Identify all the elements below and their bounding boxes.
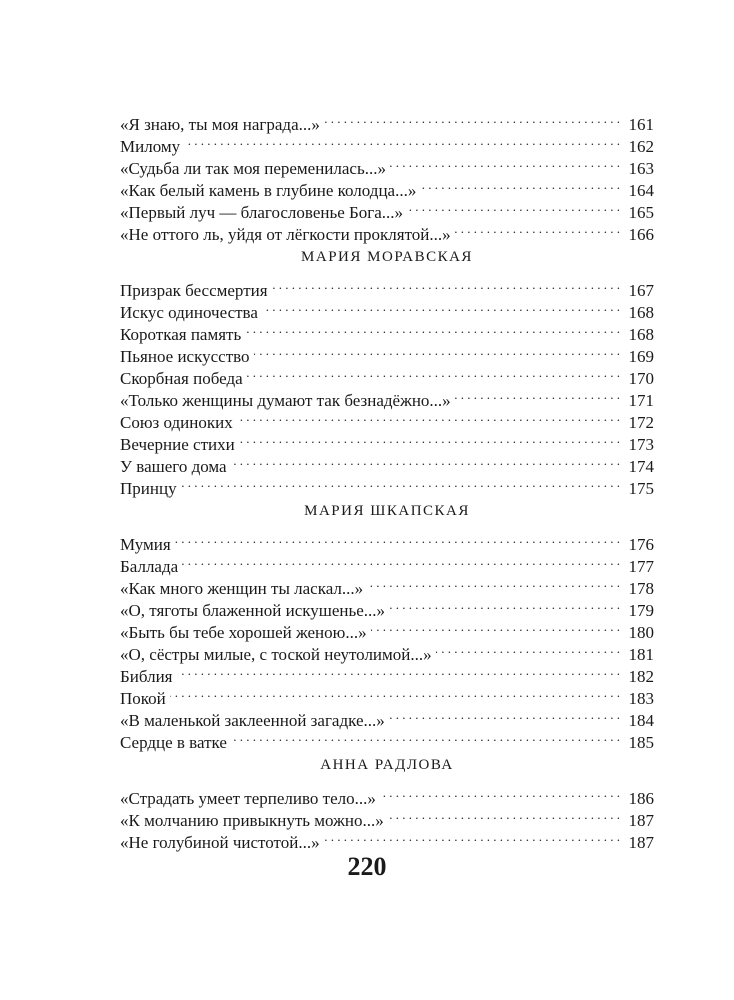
toc-entry — [120, 152, 654, 178]
entry-page-number: 172 — [628, 413, 654, 432]
leader-dots — [436, 638, 620, 660]
leader-dots — [390, 152, 620, 174]
entry-page-number: 174 — [628, 457, 654, 476]
toc-entry — [120, 782, 654, 808]
entry-title: Вечерние стихи — [120, 435, 235, 454]
leader-dots — [389, 704, 620, 726]
entry-title: «Как белый камень в глубине колодца...» — [120, 181, 417, 200]
entry-title: «О, тяготы блаженной искушенье...» — [120, 601, 386, 620]
leader-dots — [389, 594, 620, 616]
entry-page-number: 182 — [628, 667, 654, 686]
leader-dots — [455, 218, 620, 240]
leader-dots — [231, 450, 620, 472]
toc-section — [120, 494, 654, 752]
entry-page-number: 180 — [628, 623, 654, 642]
entry-title: У вашего дома — [120, 457, 227, 476]
entry-title: «Первый луч — благословенье Бога...» — [120, 203, 404, 222]
entry-page-number: 164 — [628, 181, 654, 200]
entry-title: Принцу — [120, 479, 177, 498]
toc-entry — [120, 108, 654, 134]
entry-title: Сердце в ватке — [120, 733, 227, 752]
entry-page-number: 167 — [628, 281, 654, 300]
author-name: МАРИЯ ШКАПСКАЯ — [304, 503, 470, 519]
toc-entry — [120, 130, 654, 156]
leader-dots — [380, 782, 620, 804]
leader-dots — [231, 726, 620, 748]
page-number: 220 — [347, 852, 387, 881]
author-heading — [120, 494, 654, 528]
leader-dots — [181, 472, 620, 494]
entry-title: Библия — [120, 667, 173, 686]
entry-title: Призрак бессмертия — [120, 281, 268, 300]
entry-page-number: 176 — [628, 535, 654, 554]
entry-page-number: 169 — [628, 347, 654, 366]
toc-entry — [120, 274, 654, 300]
leader-dots — [407, 196, 620, 218]
entry-page-number: 187 — [628, 833, 654, 852]
entry-page-number: 179 — [628, 601, 654, 620]
entry-page-number: 178 — [628, 579, 654, 598]
entry-page-number: 166 — [628, 225, 654, 244]
leader-dots — [184, 130, 620, 152]
entry-page-number: 185 — [628, 733, 654, 752]
leader-dots — [182, 550, 620, 572]
entry-page-number: 183 — [628, 689, 654, 708]
entry-title: «О, сёстры милые, с тоской неутолимой...» — [120, 645, 432, 664]
entry-title: «Не голубиной чистотой...» — [120, 833, 320, 852]
entry-title: Покой — [120, 689, 166, 708]
entry-page-number: 187 — [628, 811, 654, 830]
entry-title: «Только женщины думают так безнадёжно...» — [120, 391, 451, 410]
leader-dots — [272, 274, 620, 296]
entry-page-number: 162 — [628, 137, 654, 156]
entry-title: Скорбная победа — [120, 369, 243, 388]
leader-dots — [177, 660, 621, 682]
entry-title: «К молчанию привыкнуть можно...» — [120, 811, 384, 830]
author-name: АННА РАДЛОВА — [320, 757, 454, 773]
leader-dots — [388, 804, 620, 826]
entry-page-number: 184 — [628, 711, 654, 730]
toc-section — [120, 240, 654, 498]
toc-entry — [120, 528, 654, 554]
entry-title: Короткая память — [120, 325, 242, 344]
leader-dots — [254, 340, 620, 362]
entry-page-number: 163 — [628, 159, 654, 178]
entry-page-number: 168 — [628, 303, 654, 322]
entry-title: Пьяное искусство — [120, 347, 250, 366]
toc-entry — [120, 704, 654, 730]
entry-page-number: 161 — [628, 115, 654, 134]
toc-entry — [120, 472, 654, 498]
entry-page-number: 170 — [628, 369, 654, 388]
leader-dots — [175, 528, 620, 550]
entry-title: Баллада — [120, 557, 179, 576]
leader-dots — [239, 428, 620, 450]
toc-entry — [120, 660, 654, 686]
entry-title: «В маленькой заклеенной загадке...» — [120, 711, 385, 730]
entry-title: «Страдать умеет терпеливо тело...» — [120, 789, 376, 808]
toc-entry — [120, 572, 654, 598]
entry-page-number: 177 — [628, 557, 654, 576]
entry-page-number: 186 — [628, 789, 654, 808]
toc-section — [120, 748, 654, 852]
leader-dots — [367, 572, 620, 594]
entry-title: Искус одиночества — [120, 303, 258, 322]
entry-page-number: 165 — [628, 203, 654, 222]
entry-title: Милому — [120, 137, 181, 156]
leader-dots — [420, 174, 620, 196]
toc-section — [120, 108, 654, 244]
entry-title: «Я знаю, ты моя награда...» — [120, 115, 320, 134]
entry-page-number: 168 — [628, 325, 654, 344]
leader-dots — [324, 108, 620, 130]
entry-title: Мумия — [120, 535, 171, 554]
leader-dots — [371, 616, 620, 638]
leader-dots — [324, 826, 620, 848]
entry-page-number: 181 — [628, 645, 654, 664]
entry-page-number: 173 — [628, 435, 654, 454]
entry-title: «Не оттого ль, уйдя от лёгкости проклятой...» — [120, 225, 451, 244]
entry-title: «Как много женщин ты ласкал...» — [120, 579, 364, 598]
leader-dots — [170, 682, 620, 704]
entry-title: «Судьба ли так моя переменилась...» — [120, 159, 386, 178]
leader-dots — [262, 296, 620, 318]
leader-dots — [245, 318, 620, 340]
leader-dots — [247, 362, 620, 384]
leader-dots — [455, 384, 620, 406]
entry-page-number: 175 — [628, 479, 654, 498]
entry-title: «Быть бы тебе хорошей женою...» — [120, 623, 367, 642]
author-name: МАРИЯ МОРАВСКАЯ — [301, 249, 473, 265]
toc-entry — [120, 682, 654, 708]
toc-entry — [120, 550, 654, 576]
entry-title: Союз одиноких — [120, 413, 233, 432]
leader-dots — [237, 406, 620, 428]
table-of-contents — [120, 108, 654, 852]
entry-page-number: 171 — [628, 391, 654, 410]
